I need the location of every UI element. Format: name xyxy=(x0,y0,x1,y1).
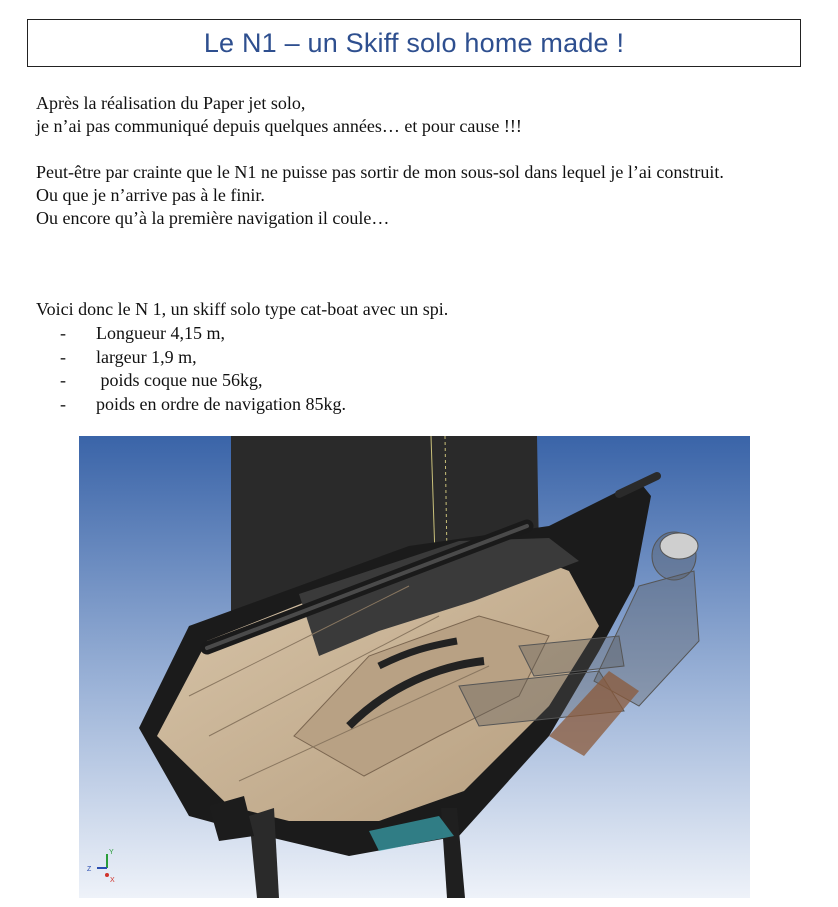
boat-intro: Voici donc le N 1, un skiff solo type cat-boat avec un spi. xyxy=(36,299,449,319)
title-box xyxy=(27,19,801,67)
boat-cad-render xyxy=(79,436,750,898)
specs-list xyxy=(60,322,346,416)
fears-line-2: Ou que je n’arrive pas à le finir. xyxy=(36,185,265,205)
spec-item: - poids coque nue 56kg, xyxy=(60,369,346,393)
fears-line-3: Ou encore qu’à la première navigation il coule… xyxy=(36,208,390,228)
spec-hull-weight: poids coque nue 56kg, xyxy=(96,370,263,390)
spec-item: - largeur 1,9 m, xyxy=(60,346,346,370)
intro-line-2: je n’ai pas communiqué depuis quelques années… et pour cause !!! xyxy=(36,116,522,136)
page-title: Le N1 – un Skiff solo home made ! xyxy=(203,27,625,58)
spec-item: - Longueur 4,15 m, xyxy=(60,322,346,346)
axis-label-z: Z xyxy=(87,866,92,873)
spec-width: largeur 1,9 m, xyxy=(96,346,197,367)
intro-line-1: Après la réalisation du Paper jet solo, xyxy=(36,93,306,113)
spec-sail-weight: poids en ordre de navigation 85kg. xyxy=(96,393,346,414)
axis-label-y: Y xyxy=(109,849,114,856)
spec-length: Longueur 4,15 m, xyxy=(96,323,225,343)
fears-line-1: Peut-être par crainte que le N1 ne puisse pas sortir de mon sous-sol dans lequel je l’ai construit. xyxy=(36,162,724,182)
axis-label-x: X xyxy=(110,877,115,884)
intro-paragraph xyxy=(36,92,796,138)
spec-item: - poids en ordre de navigation 85kg. xyxy=(60,393,346,417)
fears-paragraph xyxy=(36,161,796,230)
